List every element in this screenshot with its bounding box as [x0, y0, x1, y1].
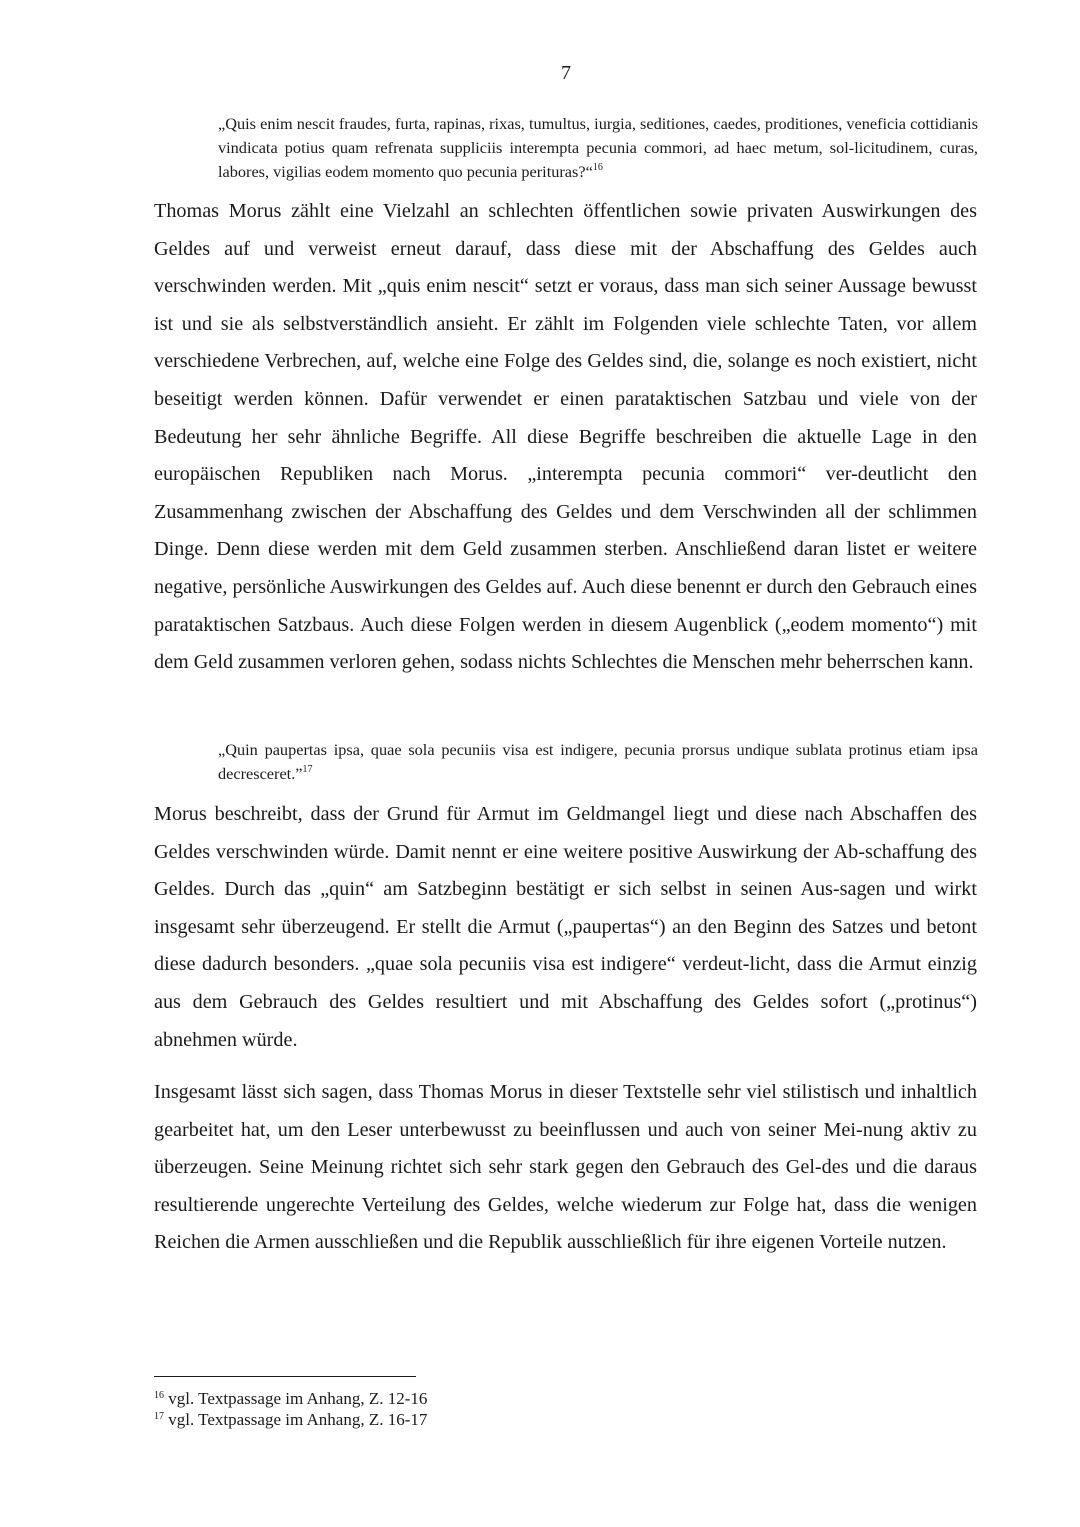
body-paragraph: Morus beschreibt, dass der Grund für Armut im Geldmangel liegt und diese nach Abschaffen des Geldes verschwinden würde. Damit nennt er eine weitere positive Auswirkung der Ab-schaffung des Geldes. Durch das „quin“ am Satzbeginn bestätigt er sich selbst in seinen Aus-sagen und wirkt insgesamt sehr überzeugend. Er stellt die Armut („paupertas“) an den Beginn des Satzes und betont diese dadurch besonders. „quae sola pecuniis visa est indigere“ verdeut-licht, dass die Armut einzig aus dem Gebrauch des Geldes resultiert und mit Abschaffung des Geldes sofort („protinus“) abnehmen würde. — [154, 803, 977, 1051]
body-paragraph: Insgesamt lässt sich sagen, dass Thomas Morus in dieser Textstelle sehr viel stilistisch und inhaltlich gearbeitet hat, um den Leser unterbewusst zu beeinflussen und auch von seiner Mei-nung aktiv zu überzeugen. Seine Meinung richtet sich sehr stark gegen den Gebrauch des Gel-des und die daraus resultierende ungerechte Verteilung des Geldes, welche wiederum zur Folge hat, dass die wenigen Reichen die Armen ausschließen und die Republik ausschließlich für ihre eigenen Vorteile nutzen. — [154, 1081, 977, 1254]
footnote-ref: 17 — [302, 764, 313, 775]
footnote-text: vgl. Textpassage im Anhang, Z. 12-16 — [168, 1389, 428, 1408]
footnote-ref: 16 — [592, 162, 603, 173]
block-quote — [218, 738, 978, 786]
footnote — [154, 1388, 754, 1409]
quote-text: „Quin paupertas ipsa, quae sola pecuniis visa est indigere, pecunia prorsus undique sublata protinus etiam ipsa decresceret.” — [218, 740, 978, 783]
quote-text: „Quis enim nescit fraudes, furta, rapinas, rixas, tumultus, iurgia, seditiones, caedes, proditiones, veneficia cottidianis vindicata potius quam refrenata suppliciis interempta pecunia commori, ad haec metum, sol-licitudinem, curas, labores, vigilias eodem momento quo pecunia perituras?“ — [218, 114, 978, 181]
page-number: 7 — [561, 62, 571, 84]
footnote-text: vgl. Textpassage im Anhang, Z. 16-17 — [168, 1410, 428, 1429]
footnote — [154, 1409, 754, 1430]
footnote-number: 16 — [154, 1390, 164, 1401]
footnote-divider — [154, 1376, 416, 1377]
block-quote — [218, 112, 978, 184]
body-paragraph: Thomas Morus zählt eine Vielzahl an schlechten öffentlichen sowie privaten Auswirkungen des Geldes auf und verweist erneut darauf, dass diese mit der Abschaffung des Geldes auch verschwinden werden. Mit „quis enim nescit“ setzt er voraus, dass man sich seiner Aussage bewusst ist und sie als selbstverständlich ansieht. Er zählt im Folgenden viele schlechte Taten, vor allem verschiedene Verbrechen, auf, welche eine Folge des Geldes sind, die, solange es noch existiert, nicht beseitigt werden können. Dafür verwendet er einen parataktischen Satzbau und viele von der Bedeutung her sehr ähnliche Begriffe. All diese Begriffe beschreiben die aktuelle Lage in den europäischen Republiken nach Morus. „interempta pecunia commori“ ver-deutlicht den Zusammenhang zwischen der Abschaffung des Geldes und dem Verschwinden all der schlimmen Dinge. Denn diese werden mit dem Geld zusammen sterben. Anschließend daran listet er weitere negative, persönliche Auswirkungen des Geldes auf. Auch diese benennt er durch den Gebrauch eines parataktischen Satzbaus. Auch diese Folgen werden in diesem Augenblick („eodem momento“) mit dem Geld zusammen verloren gehen, sodass nichts Schlechtes die Menschen mehr beherrschen kann. — [154, 200, 977, 674]
footnotes — [154, 1388, 754, 1430]
footnote-number: 17 — [154, 1411, 164, 1422]
